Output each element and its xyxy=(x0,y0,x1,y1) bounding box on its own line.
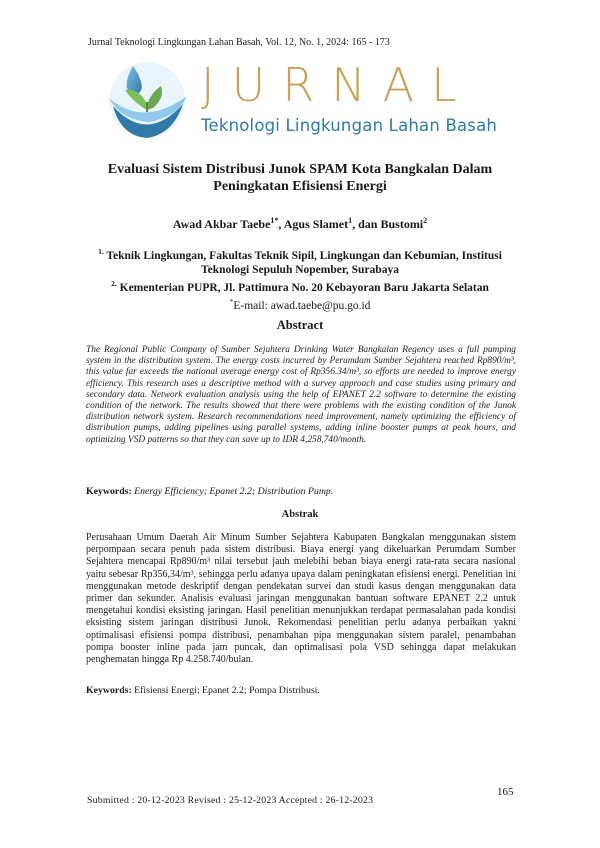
keywords-indonesian xyxy=(86,685,320,696)
affiliation-1-line-2: Teknologi Sepuluh Nopember, Surabaya xyxy=(201,263,399,276)
affiliation-2-line: Kementerian PUPR, Jl. Pattimura No. 20 Kebayoran Baru Jakarta Selatan xyxy=(119,281,489,294)
water-drop-leaf-icon xyxy=(103,58,193,144)
keywords-label: Keywords: xyxy=(86,486,132,497)
author-1: Awad Akbar Taebe xyxy=(172,217,271,231)
author-2: Agus Slamet xyxy=(283,217,349,231)
author-separator: , dan xyxy=(352,217,381,231)
title-line-2: Peningkatan Efisiensi Energi xyxy=(213,179,387,194)
keywords-label: Keywords: xyxy=(86,685,132,696)
journal-logo xyxy=(103,58,503,144)
author-separator: , xyxy=(278,217,284,231)
paper-title xyxy=(60,161,540,195)
abstrak-heading: Abstrak xyxy=(281,509,319,520)
keywords-english xyxy=(86,486,333,497)
author-3-marker: 2 xyxy=(423,216,428,225)
title-line-1: Evaluasi Sistem Distribusi Junok SPAM Kota Bangkalan Dalam xyxy=(107,162,493,177)
affiliation-1-line-1: Teknik Lingkungan, Fakultas Teknik Sipil, Lingkungan dan Kebumian, Institusi xyxy=(106,249,502,262)
abstract-heading: Abstract xyxy=(276,318,324,332)
affiliation-2-marker: 2. xyxy=(111,278,117,288)
author-list xyxy=(0,216,600,232)
author-3: Bustomi xyxy=(380,217,424,231)
page-number: 165 xyxy=(497,786,514,798)
affiliation-1 xyxy=(50,245,550,263)
affiliations xyxy=(50,245,550,312)
email-marker: * xyxy=(229,296,234,306)
submission-dates: Submitted : 20-12-2023 Revised : 25-12-2023 Accepted : 26-12-2023 xyxy=(87,795,374,806)
running-head: Jurnal Teknologi Lingkungan Lahan Basah, Vol. 12, No. 1, 2024: 165 - 173 xyxy=(88,37,390,48)
affiliation-2 xyxy=(50,277,550,295)
logo-wordmark: JURNAL xyxy=(201,58,474,112)
keywords-value: Efisiensi Energi; Epanet 2.2; Pompa Distribusi. xyxy=(134,685,320,696)
author-1-marker: 1* xyxy=(270,216,279,225)
abstract-english: The Regional Public Company of Sumber Sejahtera Drinking Water Bangkalan Regency uses a full pumping system in the distribution system. The energy costs incurred by Perumdam Sumber Sejahtera reached Rp890/m³, this value far exceeds the national average energy cost of Rp356.34/m³, so efforts are needed to improve energy efficiency. This research uses a descriptive method with a survey approach and case studies using primary and secondary data. Network evaluation analysis using the help of EPANET 2.2 software to determine the existing condition of the network. The results showed that there were problems with the existing condition of the Junok distribution network system. Research recommendations need improvement, namely optimizing the efficiency of distribution pumps, adding pipelines using parallel systems, adding inline booster pumps at peak hours, and optimizing VSD patterns so that they can save up to IDR 4,258,740/month. xyxy=(86,345,516,445)
corresponding-email xyxy=(50,295,550,313)
author-2-marker: 1 xyxy=(348,216,353,225)
affiliation-1-marker: 1. xyxy=(98,247,104,256)
abstract-indonesian: Perusahaan Umum Daerah Air Minum Sumber Sejahtera Kabupaten Bangkalan menggunakan sistem perpompaan secara penuh pada sistem distribusi. Biaya energi yang dikeluarkan Perumdam Sumber Sejahtera mencapai Rp890/m³ nilai tersebut jauh melebihi beban biaya energi rata-rata secara nasional yaitu sebesar Rp356,34/m³, sehingga perlu adanya upaya dalam peningkatan efisiensi energi. Penelitian ini menggunakan metode deskriptif dengan pendekatan survei dan studi kasus dengan menggunakan data primer dan sekunder. Analisis evaluasi jaringan menggunakan bantuan software EPANET 2.2 untuk mengetahui kondisi eksisting jaringan. Hasil penelitian menunjukkan terdapat permasalahan pada kondisi eksisting sistem jaringan distribusi Junok. Rekomendasi penelitian perlu adanya perbaikan yakni optimalisasi efisiensi pompa distribusi, penambahan pipa menggunakan sistem paralel, penambahan pompa booster inline pada jam puncak, dan optimalisasi pola VSD sehingga dapat melakukan penghematan hingga Rp 4.258.740/bulan. xyxy=(86,532,516,666)
logo-subtitle: Teknologi Lingkungan Lahan Basah xyxy=(201,116,498,135)
keywords-value: Energy Efficiency; Epanet 2.2; Distribution Pump. xyxy=(134,486,334,497)
email-text: E-mail: awad.taebe@pu.go.id xyxy=(233,299,371,312)
